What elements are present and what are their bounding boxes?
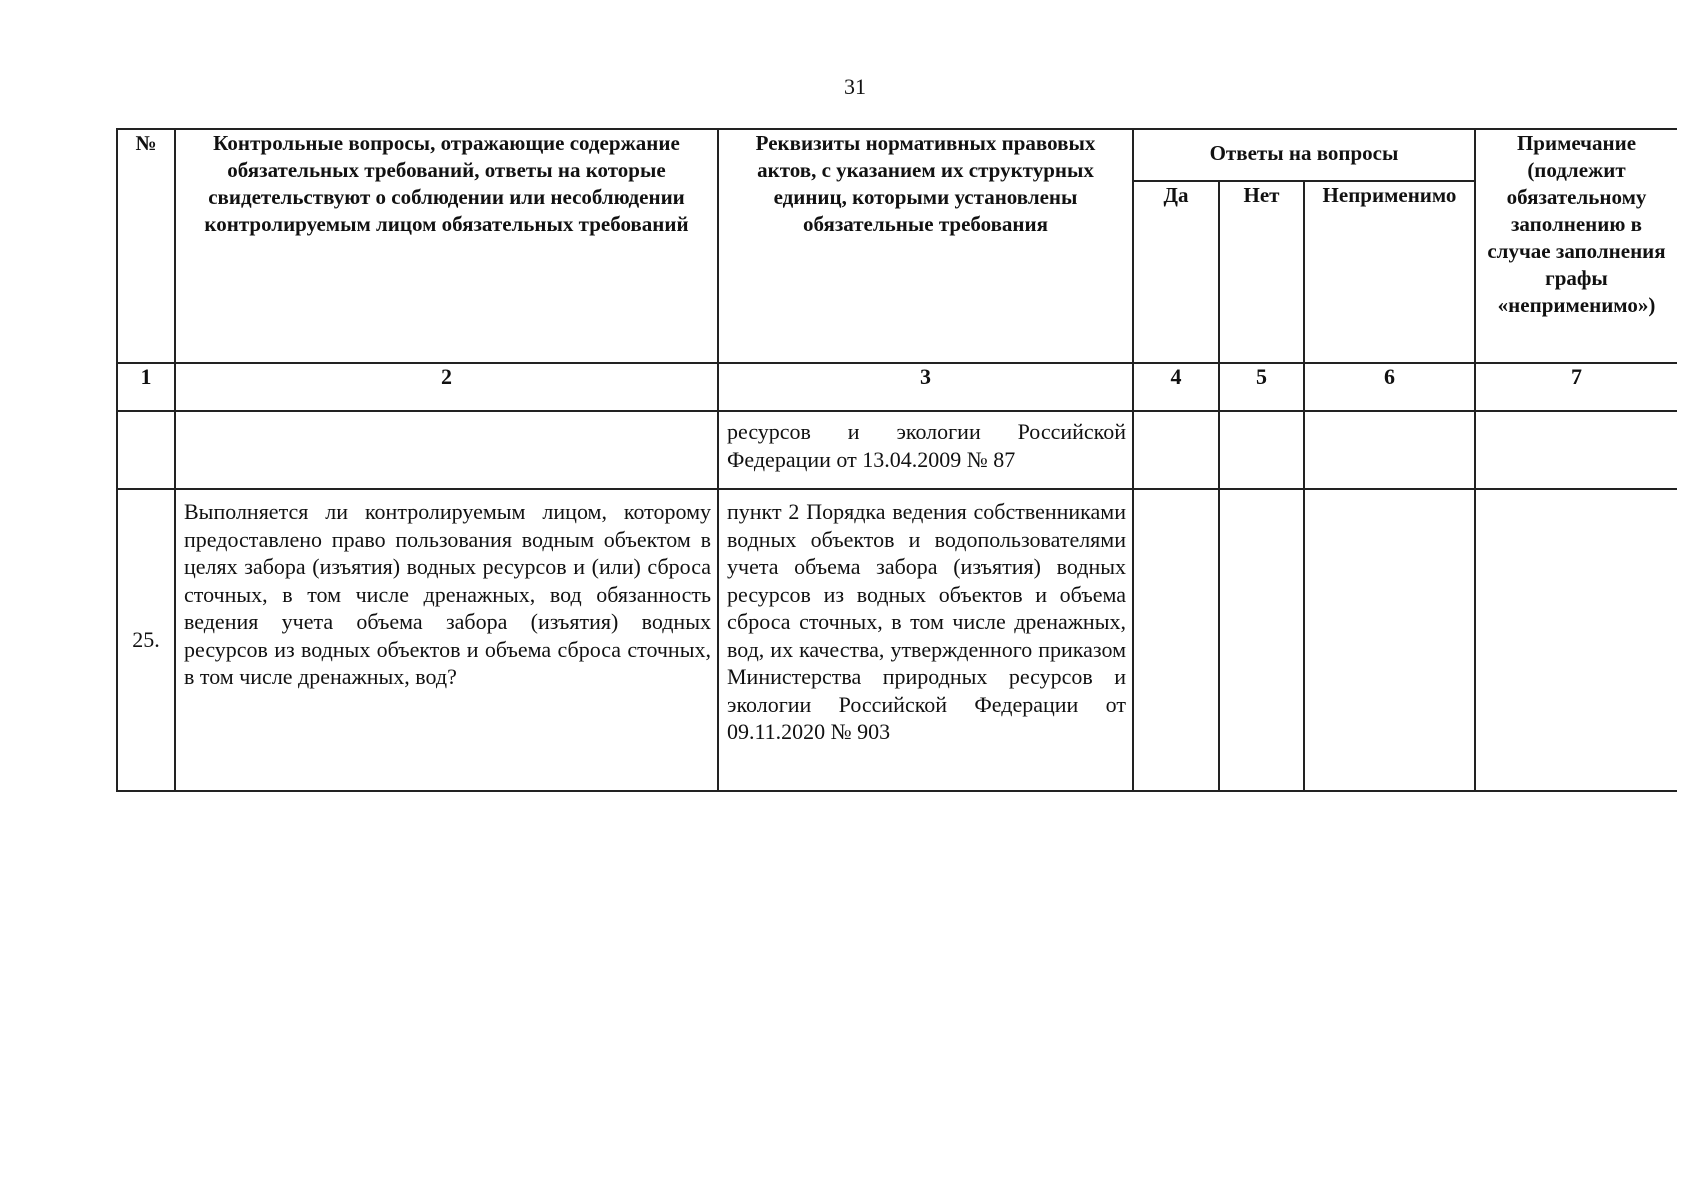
answer-not-applicable-cell[interactable] — [1304, 411, 1475, 489]
header-note-text: Примечание (подлежит обязательному заполнению в случае заполнения графы «неприменимо») — [1487, 131, 1666, 317]
header-note — [1475, 129, 1677, 363]
column-number: 6 — [1304, 363, 1475, 411]
column-number: 2 — [175, 363, 718, 411]
answer-no-cell[interactable] — [1219, 489, 1304, 791]
answer-no-cell[interactable] — [1219, 411, 1304, 489]
column-number: 1 — [117, 363, 175, 411]
row-number-cell — [117, 411, 175, 489]
column-number: 3 — [718, 363, 1133, 411]
header-not-applicable: Неприменимо — [1304, 181, 1475, 363]
requisites-text — [719, 412, 1132, 473]
header-requisites-text: Реквизиты нормативных правовых актов, с указанием их структурных единиц, которыми установлены обязательные требования — [755, 131, 1096, 236]
requisites-line: ресурсов и экологии Российской — [727, 419, 1126, 444]
checklist-table — [116, 128, 1677, 792]
header-requisites — [718, 129, 1133, 363]
requisites-cell — [718, 489, 1133, 791]
header-no: Нет — [1219, 181, 1304, 363]
column-number: 4 — [1133, 363, 1219, 411]
row-number-cell: 25. — [117, 489, 175, 791]
question-cell — [175, 411, 718, 489]
question-cell — [175, 489, 718, 791]
header-yes: Да — [1133, 181, 1219, 363]
header-questions — [175, 129, 718, 363]
column-number: 7 — [1475, 363, 1677, 411]
table-row — [117, 489, 1677, 791]
header-questions-text: Контрольные вопросы, отражающие содержание обязательных требований, ответы на которые свидетельствуют о соблюдении или несоблюдении контролируемым лицом обязательных требований — [204, 131, 689, 236]
requisites-text: пункт 2 Порядка ведения собственниками водных объектов и водопользователями учета объема забора (изъятия) водных ресурсов из водных объектов и объема сброса сточных, в том числе дренажных, вод, их качества, утвержденного приказом Министерства природных ресурсов и экологии Российской Федерации от 09.11.2020 № 903 — [727, 499, 1126, 744]
header-answers: Ответы на вопросы — [1133, 129, 1475, 181]
requisites-line: Федерации от 13.04.2009 № 87 — [727, 446, 1016, 472]
header-row — [117, 129, 1677, 181]
question-text: Выполняется ли контролируемым лицом, которому предоставлено право пользования водным объектом в целях забора (изъятия) водных ресурсов и (или) сброса сточных, в том числе дренажных, вод обязанность ведения учета объема забора (изъятия) водных ресурсов из водных объектов и объема сброса сточных, в том числе дренажных, вод? — [184, 499, 711, 689]
note-cell[interactable] — [1475, 411, 1677, 489]
answer-not-applicable-cell[interactable] — [1304, 489, 1475, 791]
column-number: 5 — [1219, 363, 1304, 411]
answer-yes-cell[interactable] — [1133, 489, 1219, 791]
requisites-cell — [718, 411, 1133, 489]
header-number: № — [117, 129, 175, 363]
table-row — [117, 411, 1677, 489]
note-cell[interactable] — [1475, 489, 1677, 791]
answer-yes-cell[interactable] — [1133, 411, 1219, 489]
page-number: 31 — [844, 74, 866, 99]
column-number-row — [117, 363, 1677, 411]
